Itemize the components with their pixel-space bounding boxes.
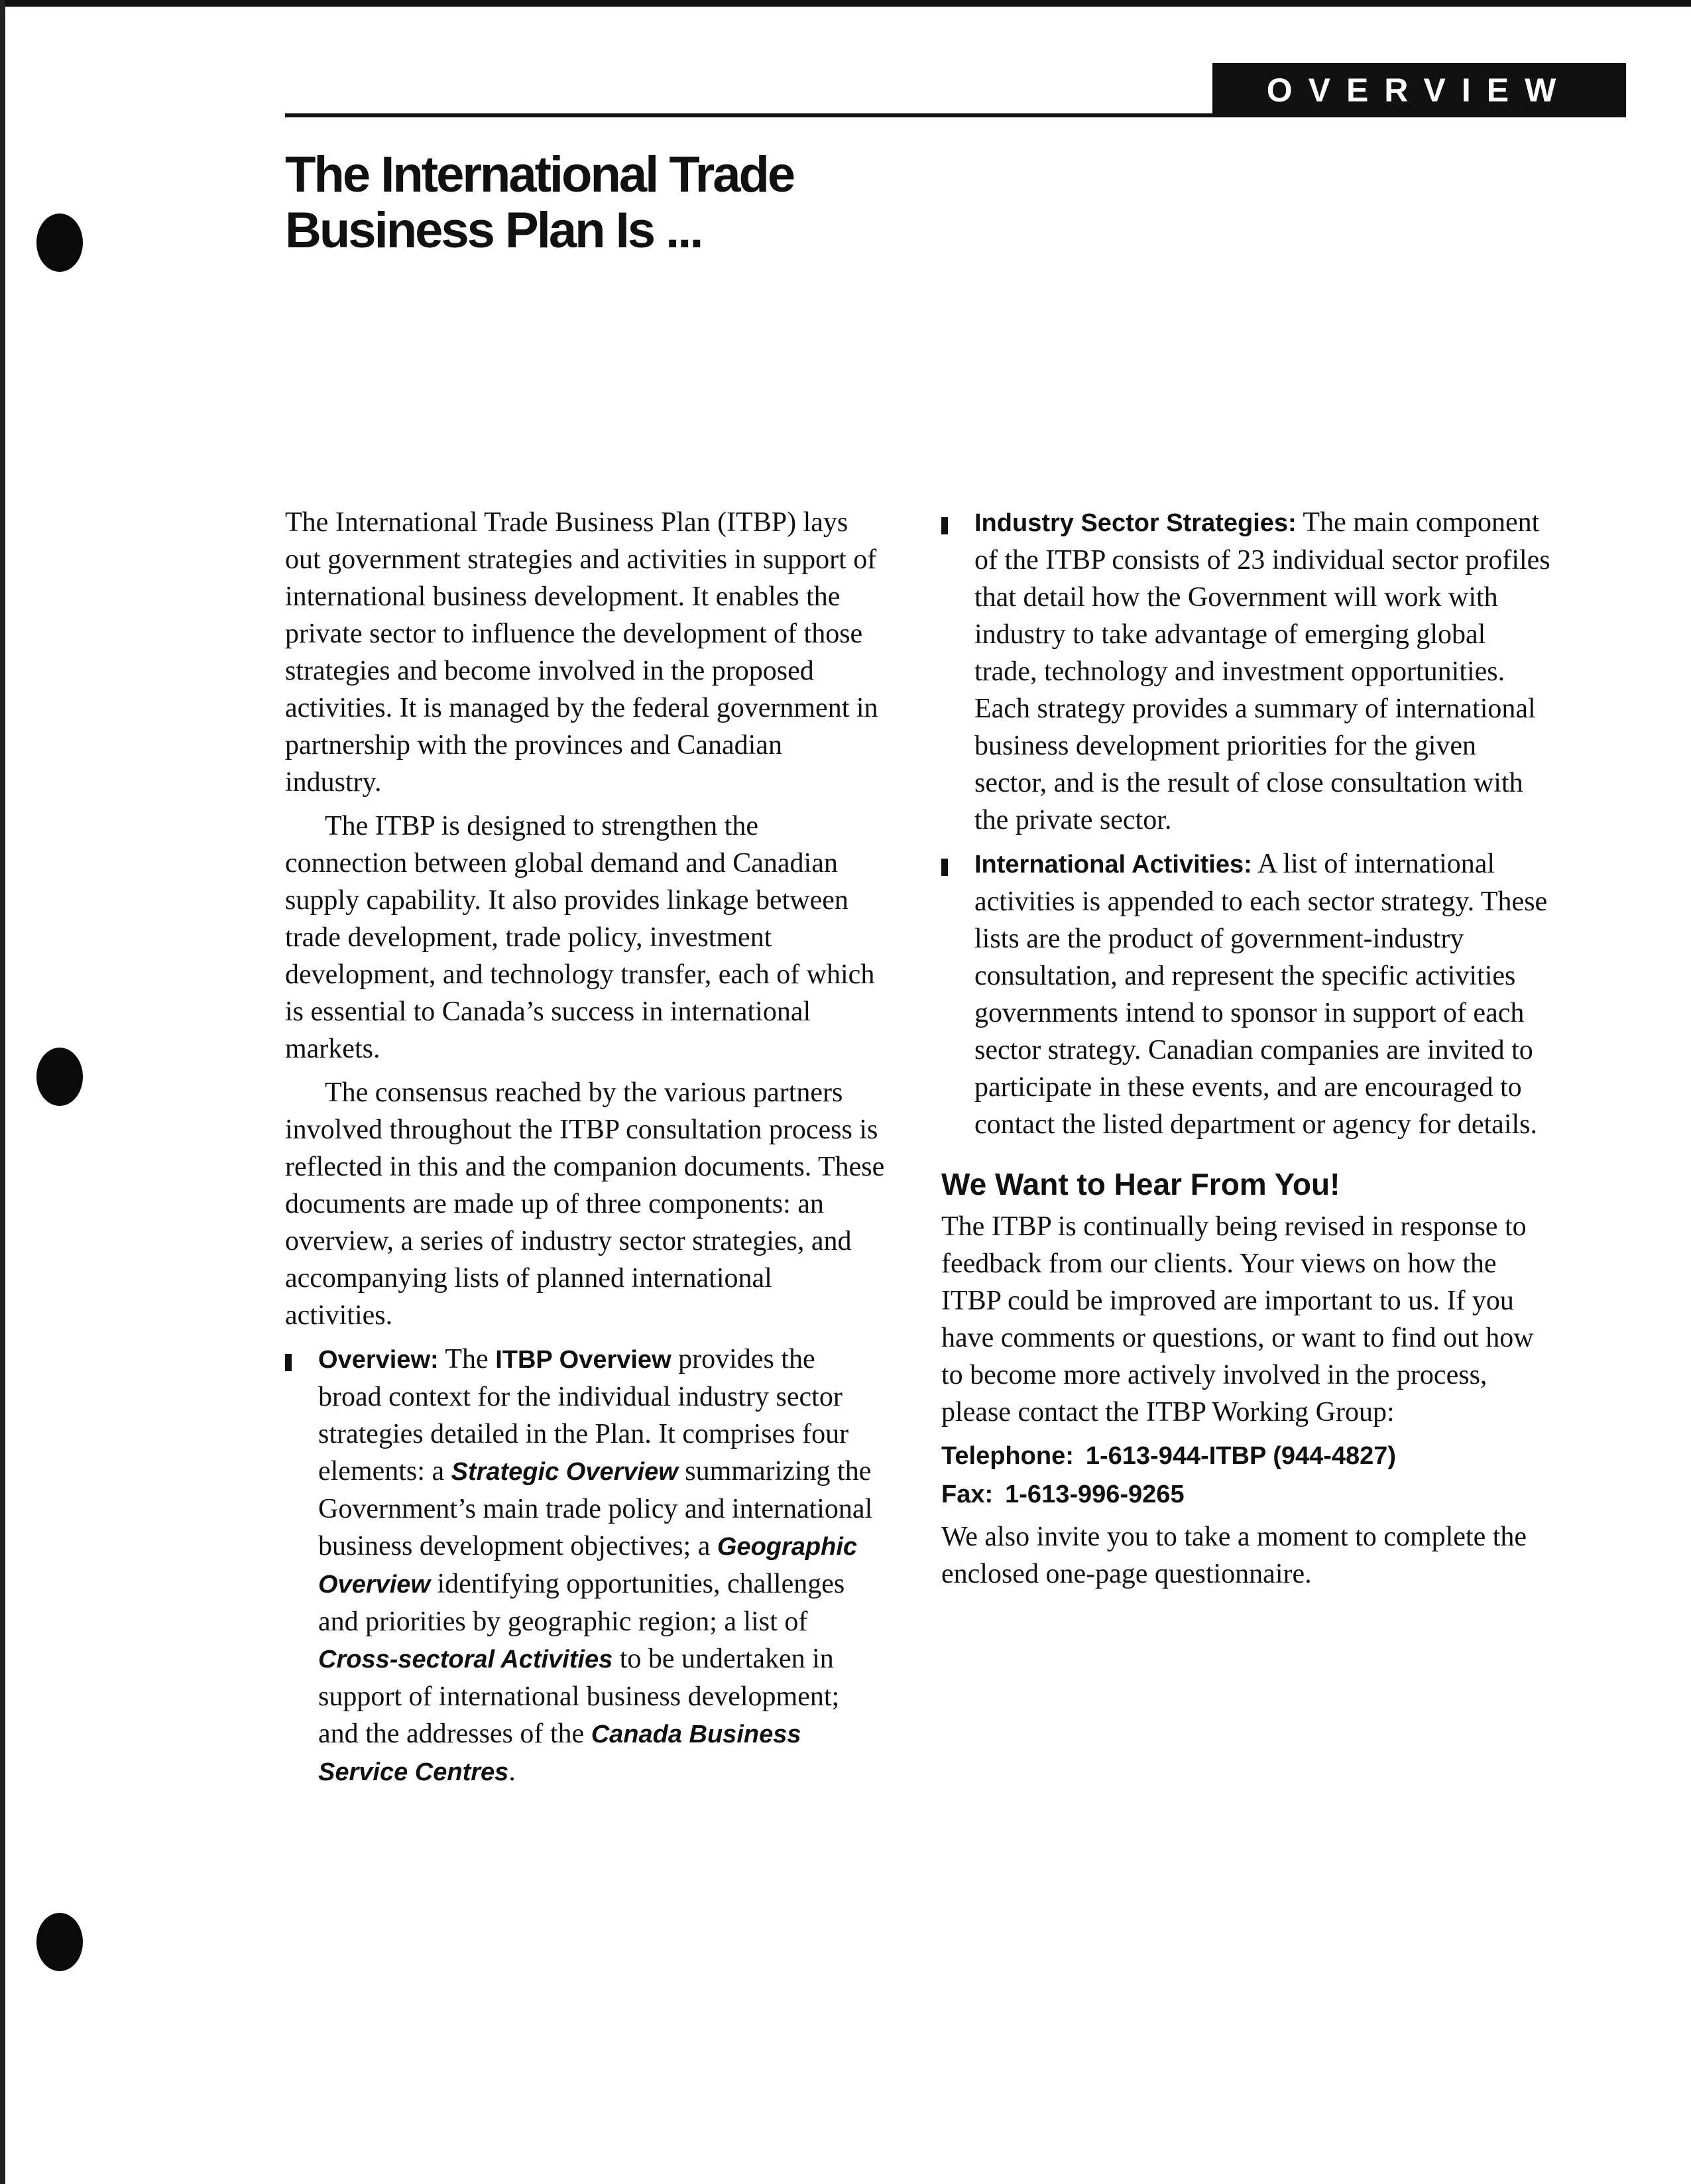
binder-hole-bottom [36,1913,83,1971]
overview-label: Overview: [318,1346,439,1374]
scan-top-border [0,0,1691,7]
overview-text-2: provides the broad context for the individual industry sector strategies detailed in the Plan. It comprises four elements: a [318,1344,849,1486]
components-list [285,1341,885,1791]
international-activities-text: A list of international activities is appended to each sector strategy. These lists are the product of government-industry consultation, and represent the specific activities governments intend to sponsor in support of each sector strategy. Canadian companies are invited to participate in these events, and are encouraged to contact the listed department or agency for details. [974,849,1548,1140]
cbsc-term: Canada Business Service Centres [318,1721,801,1786]
bullet-marker [285,1354,292,1371]
international-activities-bullet [941,845,1551,1143]
intro-paragraph: The International Trade Business Plan (ITBP) lays out government strategies and activities in support of international business development. It enables the private sector to influence the development of those strategies and become involved in the proposed activities. It is managed by the federal government in partnership with the provinces and Canadian industry. [285,507,878,798]
overview-text-1: The [438,1344,496,1374]
overview-text-3: summarizing the Government’s main trade policy and international business development objectives; a [318,1456,873,1561]
hear-from-you-heading: We Want to Hear From You! [941,1167,1340,1201]
fax-number: 1-613-996-9265 [1005,1481,1185,1508]
right-column [941,504,1551,1599]
binder-hole-top [36,213,83,272]
overview-text-4: identifying opportunities, challenges and priorities by geographic region; a list of [318,1569,845,1637]
overview-text-5: to be undertaken in support of international business development; and the addresses of the [318,1644,840,1749]
components-list-continued [941,504,1551,1143]
closing-paragraph: We also invite you to take a moment to complete the enclosed one-page questionnaire. [941,1522,1527,1589]
consensus-paragraph: The consensus reached by the various partners involved throughout the ITBP consultation process is reflected in this and the companion documents. These documents are made up of three components: an overview, a series of industry sector strategies, and accompanying lists of planned international activities. [285,1077,885,1331]
scan-left-border [0,0,5,2184]
industry-sector-text: The main component of the ITBP consists of 23 individual sector profiles that detail how the Government will work with industry to take advantage of emerging global trade, technology and investment opportunities. Each strategy provides a summary of international business development priorities for the given sector, and is the result of close consultation with the private sector. [974,507,1550,835]
industry-sector-label: Industry Sector Strategies: [974,509,1297,537]
page-title-line-2: Business Plan Is ... [285,202,702,259]
overview-bullet [285,1341,885,1791]
left-column [285,504,885,1797]
fax-label: Fax: [941,1481,994,1508]
cross-sectoral-term: Cross-sectoral Activities [318,1646,613,1673]
page-title [285,147,1080,259]
industry-sector-bullet [941,504,1551,839]
section-tab: OVERVIEW [1212,63,1626,117]
design-paragraph: The ITBP is designed to strengthen the connection between global demand and Canadian supply capability. It also provides linkage between trade development, trade policy, investment development, and technology transfer, each of which is essential to Canada’s success in international markets. [285,811,875,1064]
overview-text-6: . [508,1756,516,1787]
feedback-paragraph: The ITBP is continually being revised in response to feedback from our clients. Your views on how the ITBP could be improved are important to us. If you have comments or questions, or want to find out how to become more actively involved in the process, please contact the ITBP Working Group: [941,1211,1534,1427]
page-title-line-1: The International Trade [285,147,794,203]
header-rule [285,113,1626,117]
strategic-overview-term: Strategic Overview [451,1458,678,1486]
bullet-marker [941,859,948,876]
fax-line [941,1476,1551,1513]
itbp-overview-term: ITBP Overview [495,1346,671,1374]
bullet-marker [941,517,948,534]
telephone-label: Telephone: [941,1442,1074,1470]
binder-hole-middle [36,1048,83,1106]
geographic-overview-term: Geographic Overview [318,1533,858,1599]
telephone-number: 1-613-944-ITBP (944-4827) [1085,1442,1397,1470]
international-activities-label: International Activities: [974,851,1252,879]
telephone-line [941,1437,1551,1475]
